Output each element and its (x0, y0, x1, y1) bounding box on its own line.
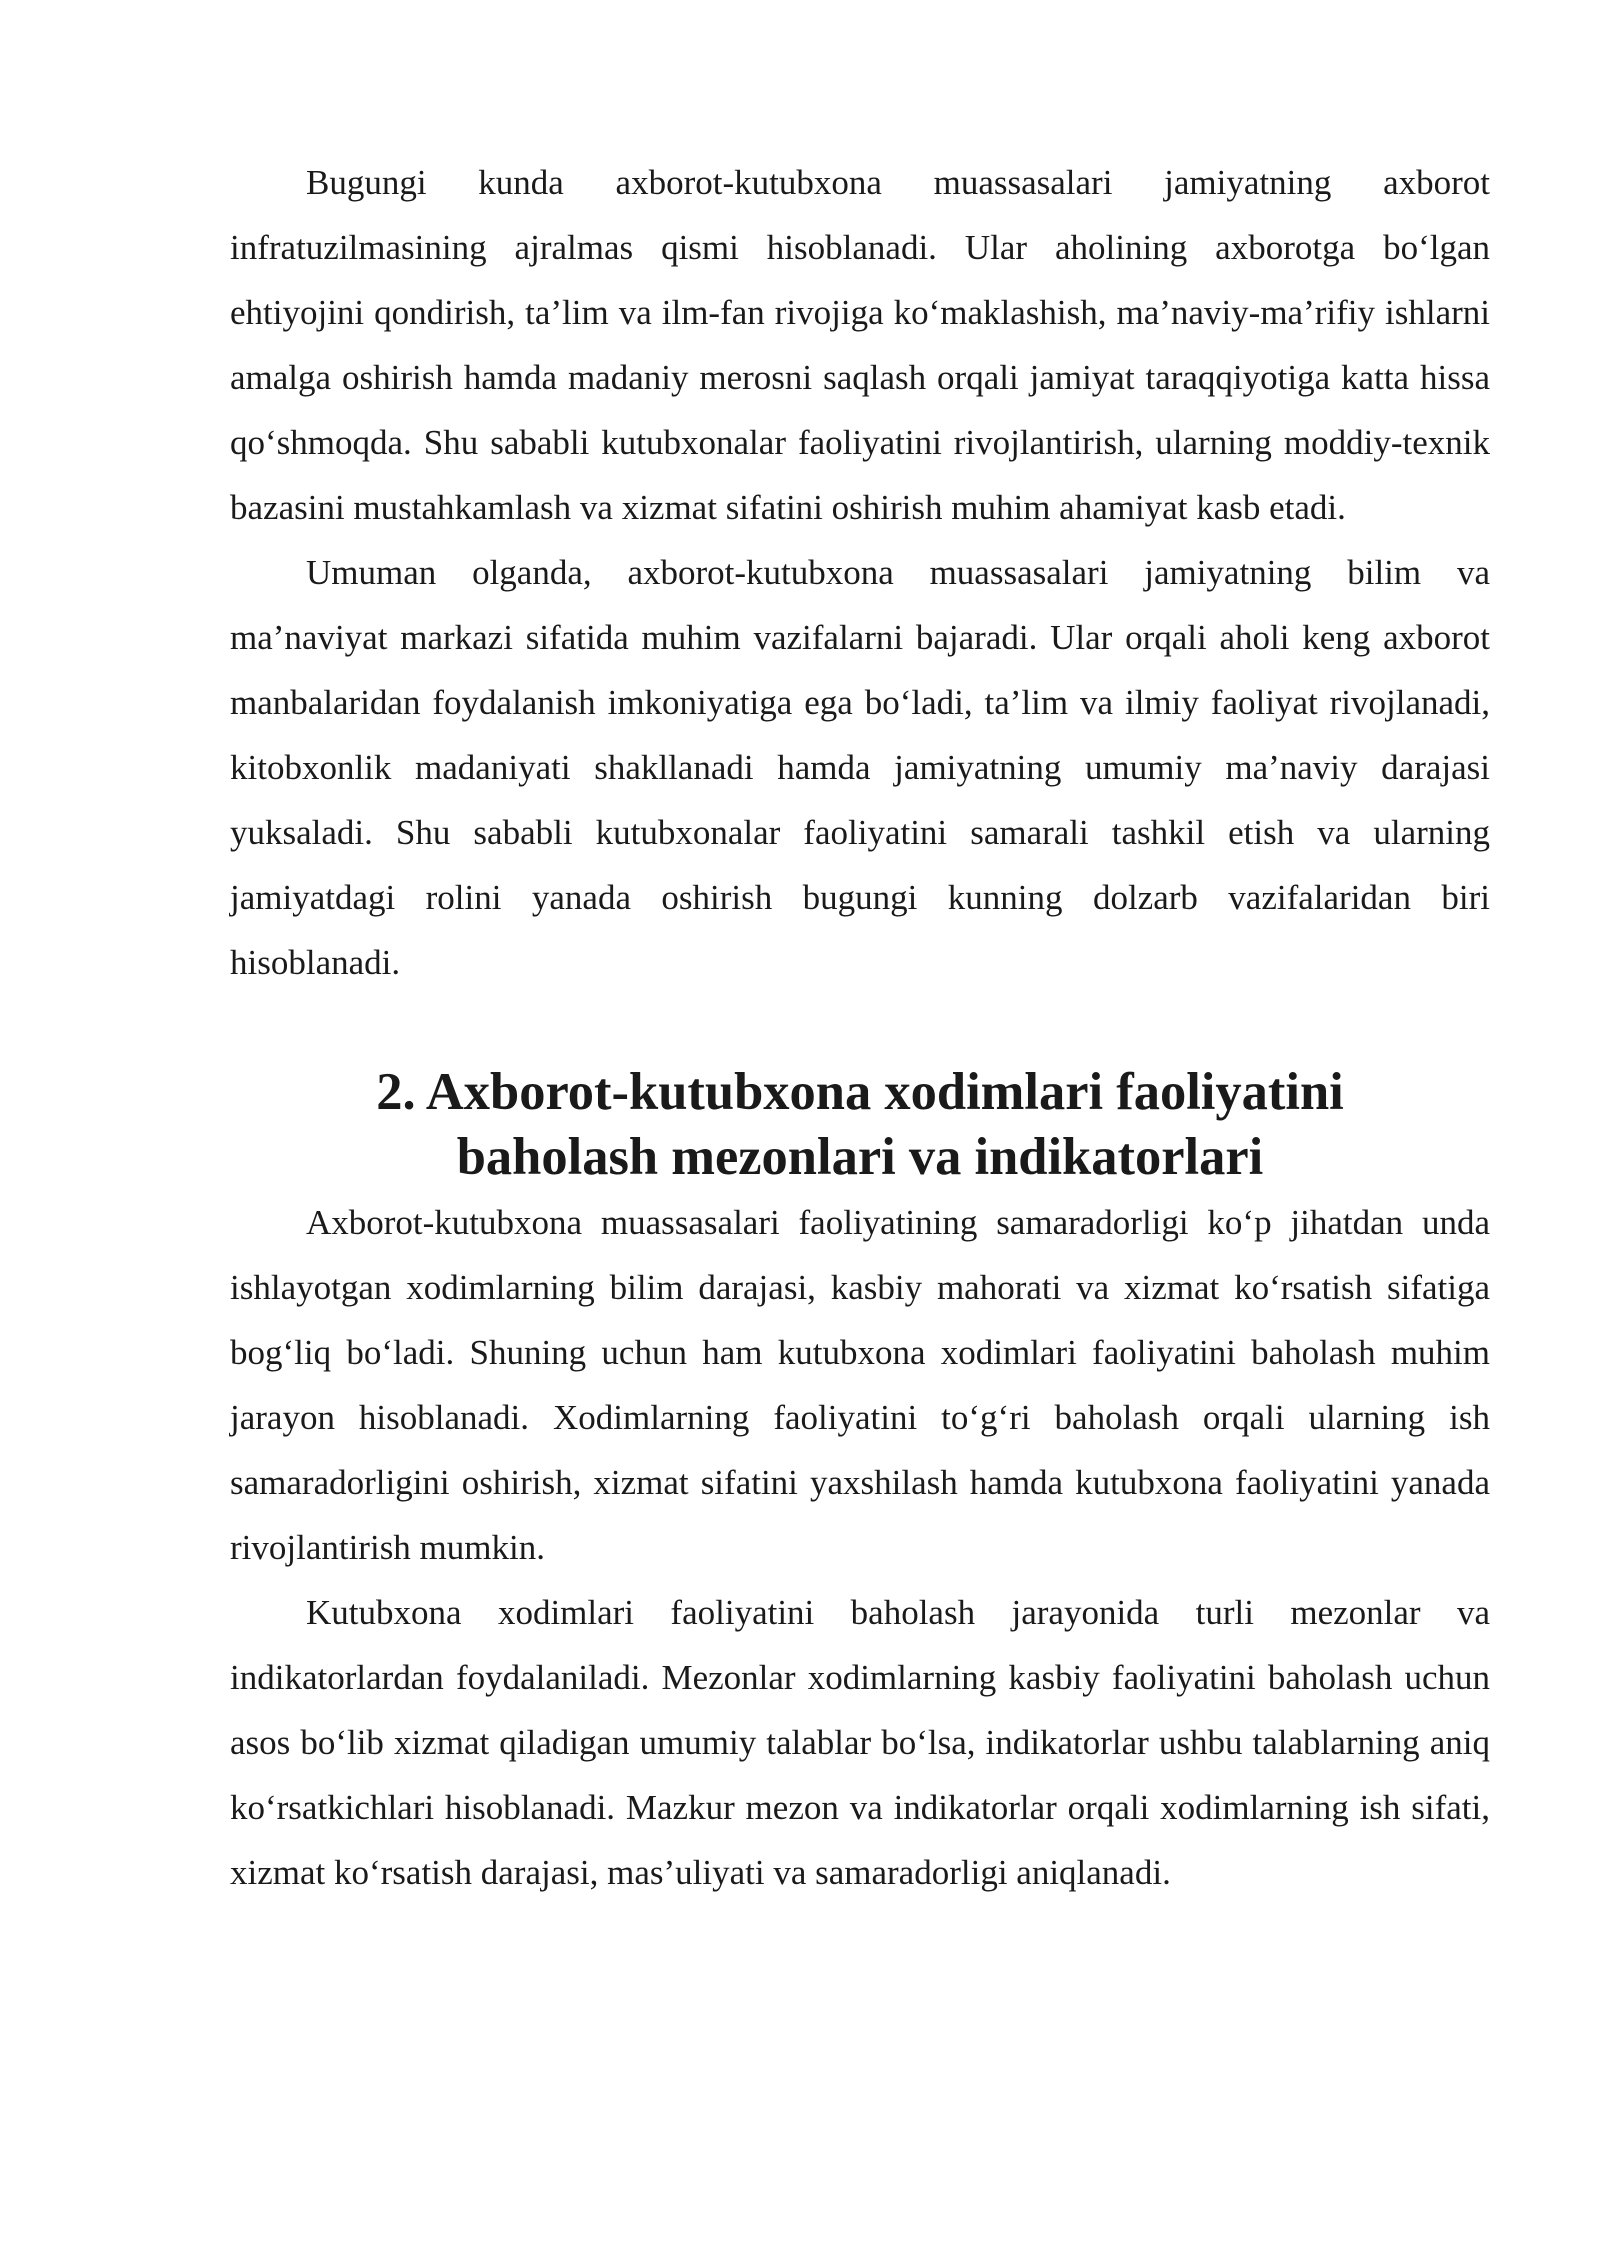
document-page (230, 150, 1490, 1905)
section-heading: 2. Axborot-kutubxona xodimlari faoliyatini baholash mezonlari va indikatorlari (376, 1063, 1344, 1186)
body-paragraph: Bugungi kunda axborot-kutubxona muassasalari jamiyatning axborot infratuzilmasining ajralmas qismi hisoblanadi. Ular aholining axborotga bo‘lgan ehtiyojini qondirish, ta’lim va ilm-fan rivojiga ko‘maklashish, ma’naviy-ma’rifiy ishlarni amalga oshirish hamda madaniy merosni saqlash orqali jamiyat taraqqiyotiga katta hissa qo‘shmoqda. Shu sababli kutubxonalar faoliyatini rivojlantirish, ularning moddiy-texnik bazasini mustahkamlash va xizmat sifatini oshirish muhim ahamiyat kasb etadi. (230, 163, 1490, 527)
body-paragraph: Umuman olganda, axborot-kutubxona muassasalari jamiyatning bilim va ma’naviyat markazi sifatida muhim vazifalarni bajaradi. Ular orqali aholi keng axborot manbalaridan foydalanish imkoniyatiga ega bo‘ladi, ta’lim va ilmiy faoliyat rivojlanadi, kitobxonlik madaniyati shakllanadi hamda jamiyatning umumiy ma’naviy darajasi yuksaladi. Shu sababli kutubxonalar faoliyatini samarali tashkil etish va ularning jamiyatdagi rolini yanada oshirish bugungi kunning dolzarb vazifalaridan biri hisoblanadi. (230, 553, 1490, 982)
body-paragraph: Axborot-kutubxona muassasalari faoliyatining samaradorligi ko‘p jihatdan unda ishlayotgan xodimlarning bilim darajasi, kasbiy mahorati va xizmat ko‘rsatish sifatiga bog‘liq bo‘ladi. Shuning uchun ham kutubxona xodimlari faoliyatini baholash muhim jarayon hisoblanadi. Xodimlarning faoliyatini to‘g‘ri baholash orqali ularning ish samaradorligini oshirish, xizmat sifatini yaxshilash hamda kutubxona faoliyatini yanada rivojlantirish mumkin. (230, 1203, 1490, 1567)
body-paragraph: Kutubxona xodimlari faoliyatini baholash jarayonida turli mezonlar va indikatorlardan foydalaniladi. Mezonlar xodimlarning kasbiy faoliyatini baholash uchun asos bo‘lib xizmat qiladigan umumiy talablar bo‘lsa, indikatorlar ushbu talablarning aniq ko‘rsatkichlari hisoblanadi. Mazkur mezon va indikatorlar orqali xodimlarning ish sifati, xizmat ko‘rsatish darajasi, mas’uliyati va samaradorligi aniqlanadi. (230, 1593, 1490, 1892)
